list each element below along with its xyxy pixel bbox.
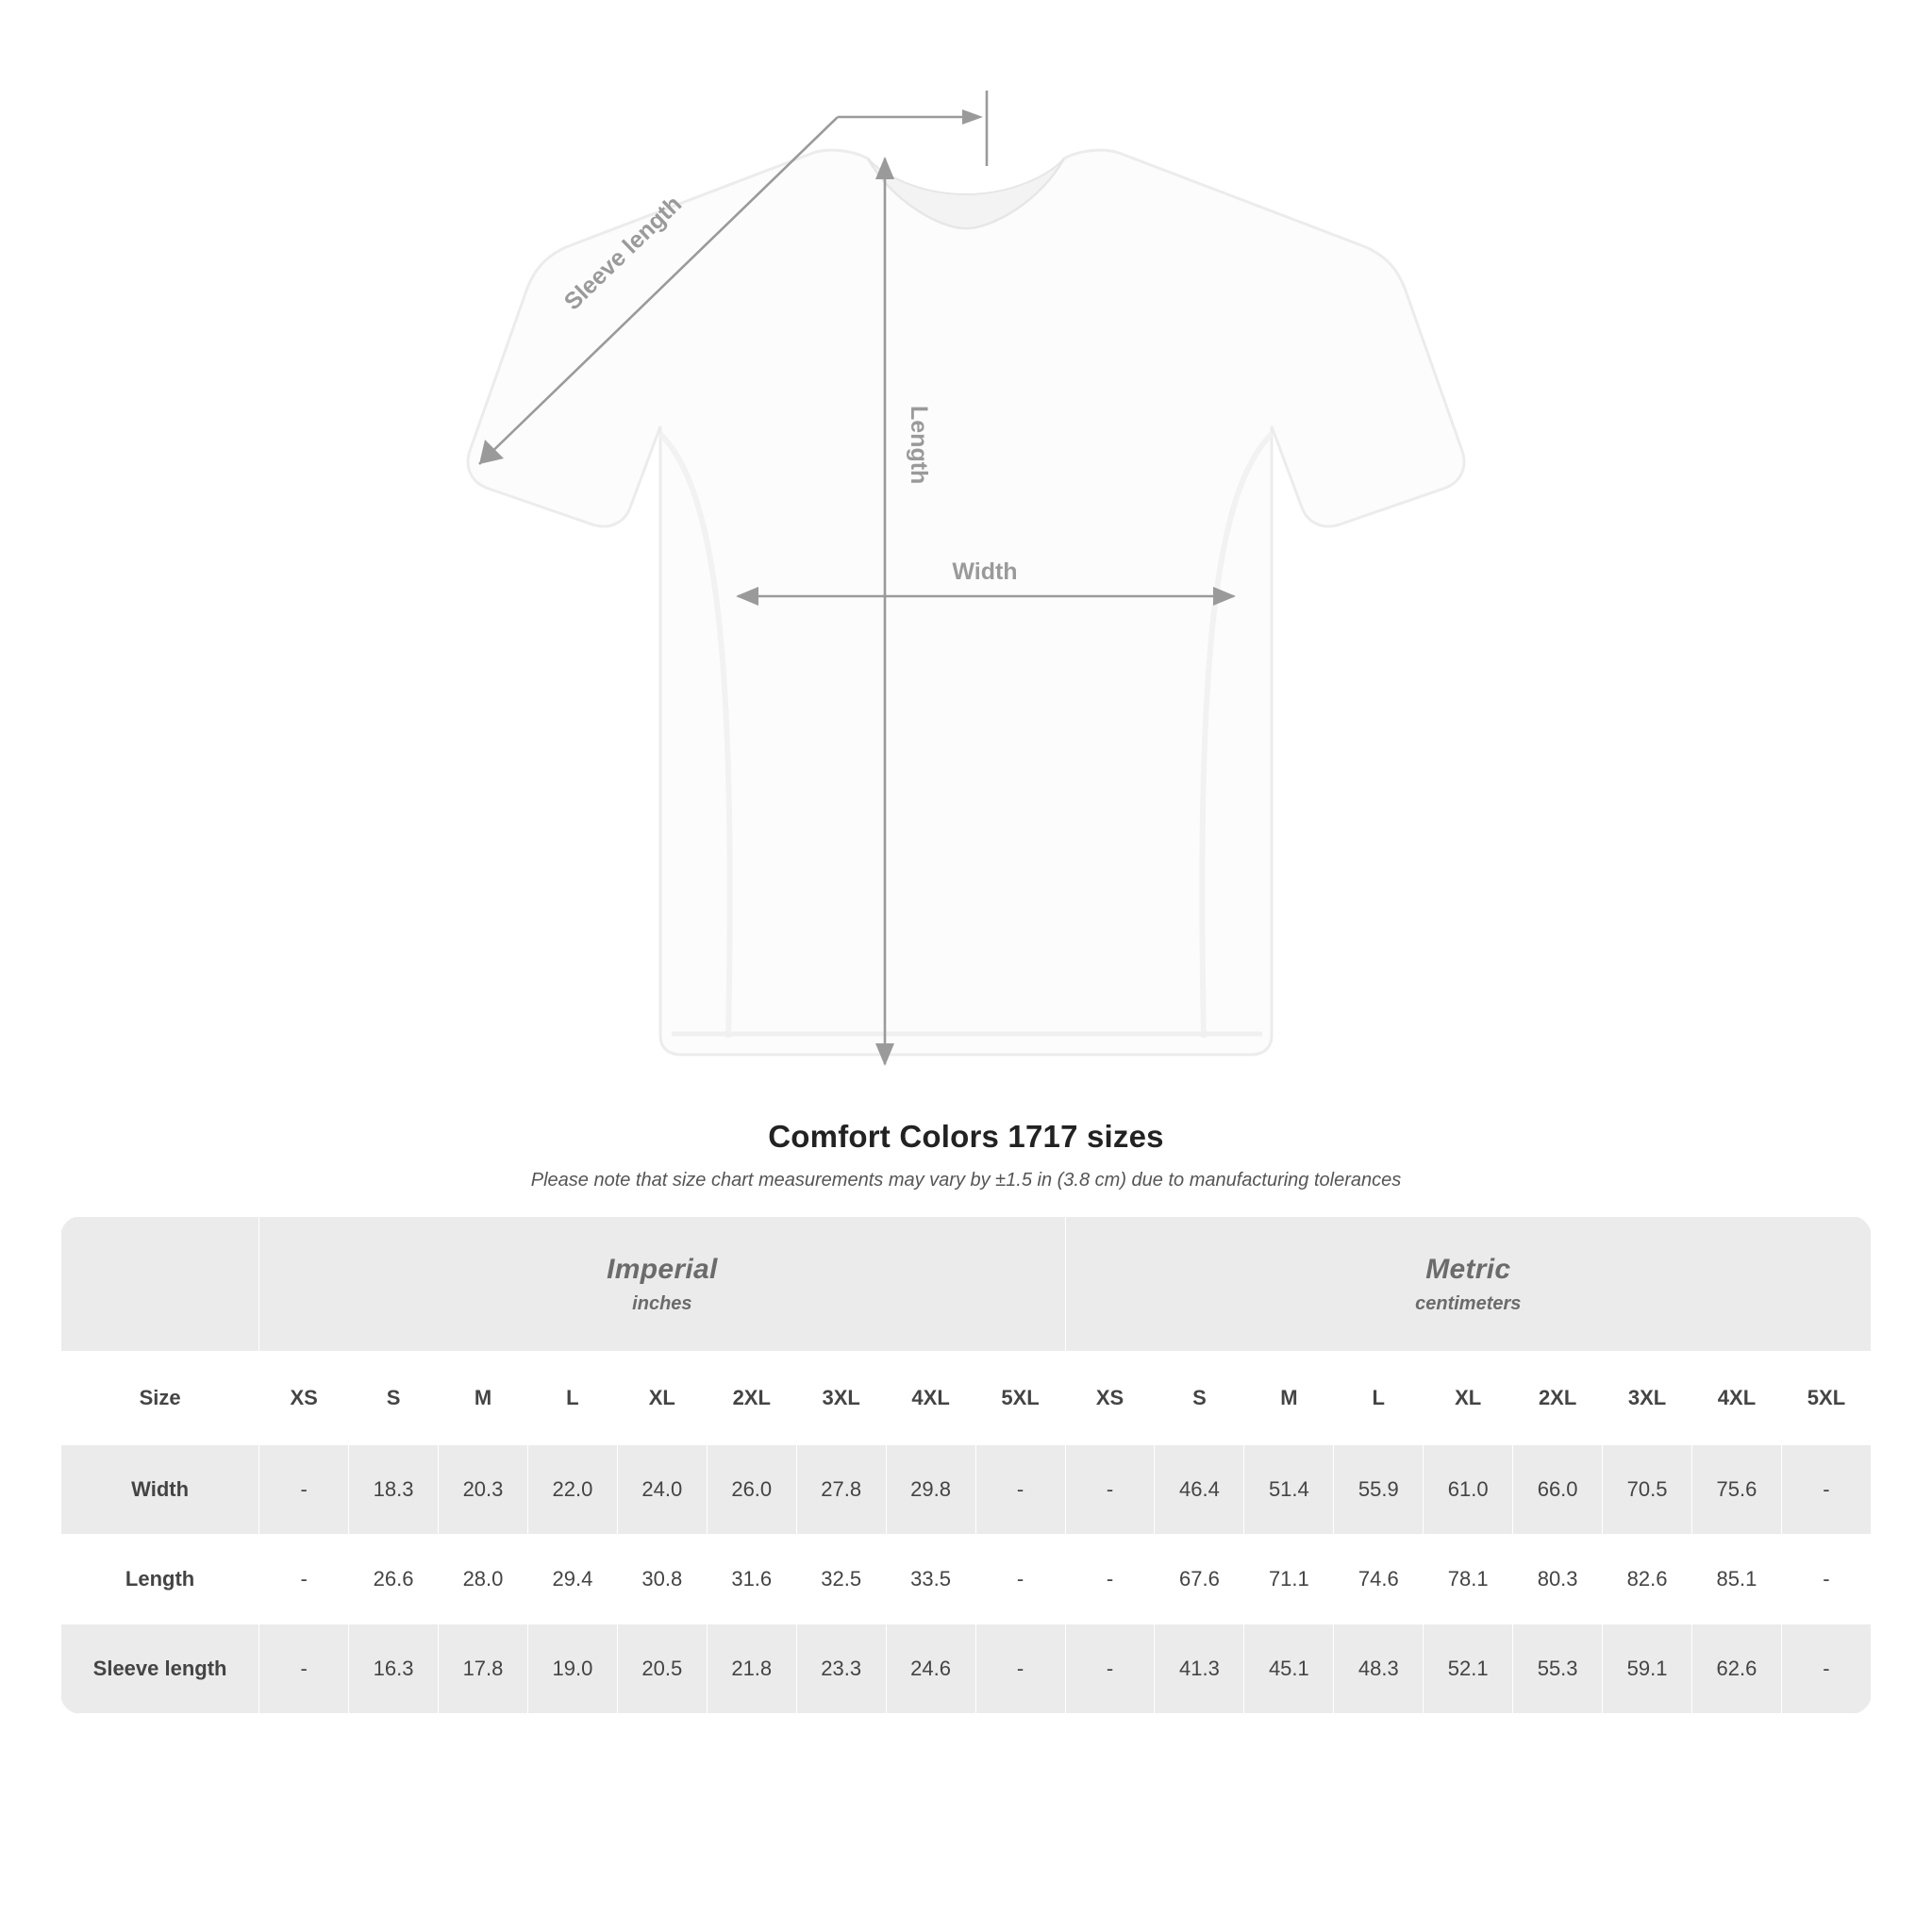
cell-width-imperial-4xl: 29.8 <box>886 1445 975 1535</box>
cell-width-metric-s: 46.4 <box>1155 1445 1244 1535</box>
label-width: Width <box>952 558 1018 585</box>
cell-sleeve-imperial-2xl: 21.8 <box>707 1624 796 1714</box>
cell-width-metric-m: 51.4 <box>1244 1445 1334 1535</box>
table-row <box>61 1535 1872 1624</box>
size-header-metric-5xl: 5XL <box>1781 1352 1871 1445</box>
cell-length-metric-4xl: 85.1 <box>1692 1535 1782 1624</box>
page-title: Comfort Colors 1717 sizes <box>768 1119 1164 1154</box>
cell-length-metric-3xl: 82.6 <box>1603 1535 1692 1624</box>
cell-sleeve-imperial-3xl: 23.3 <box>796 1624 886 1714</box>
cell-sleeve-metric-s: 41.3 <box>1155 1624 1244 1714</box>
size-header-imperial-4xl: 4XL <box>886 1352 975 1445</box>
unit-sub-metric: centimeters <box>1415 1292 1522 1314</box>
cell-length-metric-2xl: 80.3 <box>1513 1535 1603 1624</box>
table-row <box>61 1445 1872 1535</box>
size-table <box>60 1216 1872 1714</box>
cell-sleeve-metric-4xl: 62.6 <box>1692 1624 1782 1714</box>
cell-length-metric-xl: 78.1 <box>1424 1535 1513 1624</box>
cell-length-metric-5xl: - <box>1781 1535 1871 1624</box>
cell-length-metric-m: 71.1 <box>1244 1535 1334 1624</box>
size-header-imperial-s: S <box>349 1352 439 1445</box>
cell-length-imperial-5xl: - <box>975 1535 1065 1624</box>
cell-sleeve-metric-2xl: 55.3 <box>1513 1624 1603 1714</box>
cell-length-imperial-2xl: 31.6 <box>707 1535 796 1624</box>
size-header-imperial-xs: XS <box>259 1352 349 1445</box>
size-header-imperial-xl: XL <box>617 1352 707 1445</box>
cell-width-imperial-s: 18.3 <box>349 1445 439 1535</box>
cell-length-imperial-xs: - <box>259 1535 349 1624</box>
size-header-metric-s: S <box>1155 1352 1244 1445</box>
cell-width-imperial-3xl: 27.8 <box>796 1445 886 1535</box>
cell-sleeve-metric-m: 45.1 <box>1244 1624 1334 1714</box>
cell-length-imperial-xl: 30.8 <box>617 1535 707 1624</box>
cell-length-imperial-3xl: 32.5 <box>796 1535 886 1624</box>
size-header-metric-l: L <box>1334 1352 1424 1445</box>
cell-width-metric-2xl: 66.0 <box>1513 1445 1603 1535</box>
cell-length-imperial-l: 29.4 <box>527 1535 617 1624</box>
cell-width-metric-xs: - <box>1065 1445 1155 1535</box>
size-header-imperial-m: M <box>439 1352 528 1445</box>
size-header-imperial-2xl: 2XL <box>707 1352 796 1445</box>
size-header-metric-4xl: 4XL <box>1692 1352 1782 1445</box>
cell-sleeve-imperial-l: 19.0 <box>527 1624 617 1714</box>
cell-sleeve-imperial-m: 17.8 <box>439 1624 528 1714</box>
unit-name-imperial: Imperial <box>607 1253 718 1285</box>
cell-sleeve-metric-l: 48.3 <box>1334 1624 1424 1714</box>
size-header-metric-2xl: 2XL <box>1513 1352 1603 1445</box>
cell-sleeve-metric-5xl: - <box>1781 1624 1871 1714</box>
cell-length-metric-l: 74.6 <box>1334 1535 1424 1624</box>
cell-sleeve-metric-xs: - <box>1065 1624 1155 1714</box>
unit-sub-imperial: inches <box>632 1292 692 1314</box>
cell-length-metric-s: 67.6 <box>1155 1535 1244 1624</box>
cell-width-metric-l: 55.9 <box>1334 1445 1424 1535</box>
cell-sleeve-metric-xl: 52.1 <box>1424 1624 1513 1714</box>
size-header-metric-xl: XL <box>1424 1352 1513 1445</box>
tolerance-note: Please note that size chart measurements may vary by ±1.5 in (3.8 cm) due to manufacturing tolerances <box>530 1170 1402 1191</box>
cell-length-imperial-m: 28.0 <box>439 1535 528 1624</box>
row-label-sleeve-length: Sleeve length <box>61 1624 259 1714</box>
cell-width-imperial-xl: 24.0 <box>617 1445 707 1535</box>
cell-width-metric-5xl: - <box>1781 1445 1871 1535</box>
cell-width-imperial-l: 22.0 <box>527 1445 617 1535</box>
size-header-imperial-l: L <box>527 1352 617 1445</box>
cell-width-imperial-5xl: - <box>975 1445 1065 1535</box>
unit-header-spacer <box>61 1217 259 1352</box>
cell-sleeve-imperial-xs: - <box>259 1624 349 1714</box>
cell-width-metric-4xl: 75.6 <box>1692 1445 1782 1535</box>
cell-width-imperial-xs: - <box>259 1445 349 1535</box>
size-header-row <box>61 1352 1872 1445</box>
cell-width-imperial-2xl: 26.0 <box>707 1445 796 1535</box>
cell-length-metric-xs: - <box>1065 1535 1155 1624</box>
size-label-header: Size <box>61 1352 259 1445</box>
label-length: Length <box>906 406 932 485</box>
size-header-metric-3xl: 3XL <box>1603 1352 1692 1445</box>
cell-length-imperial-s: 26.6 <box>349 1535 439 1624</box>
cell-length-imperial-4xl: 33.5 <box>886 1535 975 1624</box>
size-header-metric-m: M <box>1244 1352 1334 1445</box>
cell-sleeve-imperial-5xl: - <box>975 1624 1065 1714</box>
size-table-wrapper <box>60 1216 1872 1714</box>
size-header-imperial-5xl: 5XL <box>975 1352 1065 1445</box>
cell-width-metric-xl: 61.0 <box>1424 1445 1513 1535</box>
row-label-width: Width <box>61 1445 259 1535</box>
unit-header-imperial <box>259 1217 1065 1352</box>
row-label-length: Length <box>61 1535 259 1624</box>
cell-sleeve-imperial-4xl: 24.6 <box>886 1624 975 1714</box>
unit-name-metric: Metric <box>1425 1253 1511 1285</box>
cell-width-metric-3xl: 70.5 <box>1603 1445 1692 1535</box>
unit-header-row <box>61 1217 1872 1352</box>
cell-width-imperial-m: 20.3 <box>439 1445 528 1535</box>
table-row <box>61 1624 1872 1714</box>
size-header-metric-xs: XS <box>1065 1352 1155 1445</box>
label-sleeve-length: Sleeve length <box>558 191 688 316</box>
unit-header-metric <box>1065 1217 1871 1352</box>
cell-sleeve-imperial-s: 16.3 <box>349 1624 439 1714</box>
tshirt-shape <box>468 150 1464 1055</box>
cell-sleeve-metric-3xl: 59.1 <box>1603 1624 1692 1714</box>
cell-sleeve-imperial-xl: 20.5 <box>617 1624 707 1714</box>
size-header-imperial-3xl: 3XL <box>796 1352 886 1445</box>
heading-block <box>0 1119 1932 1191</box>
